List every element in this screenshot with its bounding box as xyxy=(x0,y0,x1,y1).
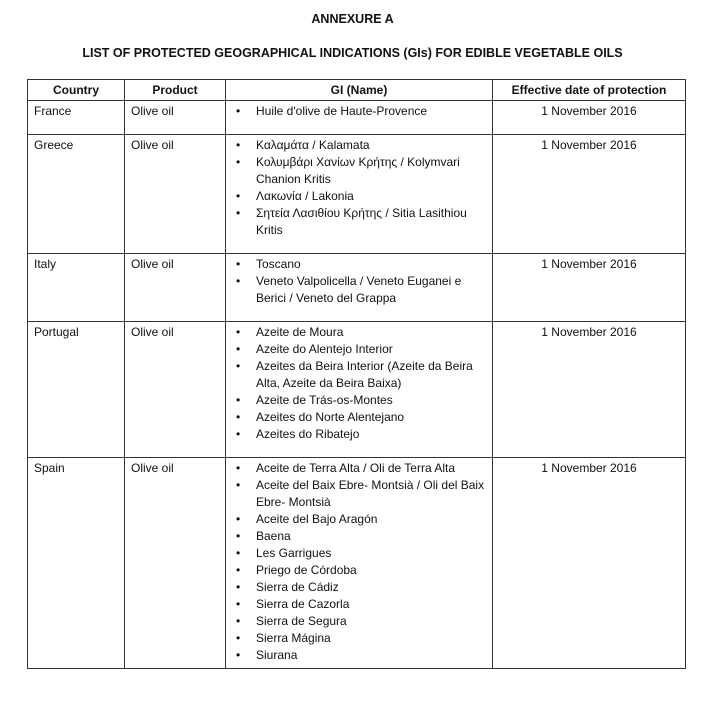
table-body xyxy=(28,101,686,669)
gi-list-item xyxy=(232,562,486,579)
gi-name: Azeite de Moura xyxy=(256,325,344,339)
gi-name: Toscano xyxy=(256,257,301,271)
gi-name: Λακωνία / Lakonia xyxy=(256,189,354,203)
gi-name: Huile d'olive de Haute-Provence xyxy=(256,104,428,118)
header-product: Product xyxy=(125,80,226,101)
bullet-icon: • xyxy=(236,410,241,424)
gi-list-item xyxy=(232,137,486,154)
gi-name: Aceite del Bajo Aragón xyxy=(256,512,378,526)
bullet-icon: • xyxy=(236,427,241,441)
gi-list-item xyxy=(232,613,486,630)
gi-cell xyxy=(226,322,493,458)
gi-list-item xyxy=(232,154,486,188)
annex-heading: ANNEXURE A xyxy=(311,12,394,26)
gi-list xyxy=(232,103,486,120)
gi-list-item xyxy=(232,392,486,409)
date-cell: 1 November 2016 xyxy=(493,322,686,458)
gi-list-item xyxy=(232,596,486,613)
bullet-icon: • xyxy=(236,325,241,339)
gi-list xyxy=(232,324,486,443)
bullet-icon: • xyxy=(236,393,241,407)
country-cell: Spain xyxy=(28,458,125,669)
gi-list xyxy=(232,256,486,307)
bullet-icon: • xyxy=(236,274,241,288)
bullet-icon: • xyxy=(236,580,241,594)
date-cell: 1 November 2016 xyxy=(493,101,686,135)
gi-list-item xyxy=(232,528,486,545)
gi-list xyxy=(232,460,486,664)
gi-name: Baena xyxy=(256,529,291,543)
gi-list-item xyxy=(232,103,486,120)
product-cell: Olive oil xyxy=(125,101,226,135)
gi-cell xyxy=(226,135,493,254)
product-cell: Olive oil xyxy=(125,135,226,254)
gi-name: Σητεία Λασιθίου Κρήτης / Sitia Lasithiou Kritis xyxy=(256,206,467,237)
gi-name: Les Garrigues xyxy=(256,546,332,560)
bullet-icon: • xyxy=(236,461,241,475)
bullet-icon: • xyxy=(236,512,241,526)
gi-name: Sierra Mágina xyxy=(256,631,331,645)
date-cell: 1 November 2016 xyxy=(493,458,686,669)
bullet-icon: • xyxy=(236,563,241,577)
header-country: Country xyxy=(28,80,125,101)
table-row-greece xyxy=(28,135,686,254)
gi-list-item xyxy=(232,205,486,239)
bullet-icon: • xyxy=(236,614,241,628)
bullet-icon: • xyxy=(236,648,241,662)
bullet-icon: • xyxy=(236,478,241,492)
date-cell: 1 November 2016 xyxy=(493,135,686,254)
table-row-portugal xyxy=(28,322,686,458)
gi-cell xyxy=(226,254,493,322)
gi-list-item xyxy=(232,426,486,443)
gi-list-item xyxy=(232,273,486,307)
gi-list-item xyxy=(232,579,486,596)
gi-name: Azeites do Ribatejo xyxy=(256,427,360,441)
bullet-icon: • xyxy=(236,138,241,152)
gi-name: Aceite del Baix Ebre- Montsià / Oli del Baix Ebre- Montsià xyxy=(256,478,485,509)
gi-table xyxy=(27,79,686,669)
gi-name: Veneto Valpolicella / Veneto Euganei e Berici / Veneto del Grappa xyxy=(256,274,462,305)
bullet-icon: • xyxy=(236,189,241,203)
gi-list-item xyxy=(232,630,486,647)
gi-name: Azeite de Trás-os-Montes xyxy=(256,393,393,407)
country-cell: France xyxy=(28,101,125,135)
gi-list-item xyxy=(232,460,486,477)
gi-cell xyxy=(226,458,493,669)
country-cell: Greece xyxy=(28,135,125,254)
gi-list-item xyxy=(232,358,486,392)
bullet-icon: • xyxy=(236,546,241,560)
document-subheading: LIST OF PROTECTED GEOGRAPHICAL INDICATIONS (GIs) FOR EDIBLE VEGETABLE OILS xyxy=(82,46,623,60)
date-cell: 1 November 2016 xyxy=(493,254,686,322)
product-cell: Olive oil xyxy=(125,458,226,669)
table-row-spain xyxy=(28,458,686,669)
gi-list-item xyxy=(232,409,486,426)
gi-name: Κολυμβάρι Χανίων Κρήτης / Kolymvari Chanion Kritis xyxy=(256,155,460,186)
product-cell: Olive oil xyxy=(125,322,226,458)
country-cell: Italy xyxy=(28,254,125,322)
gi-name: Priego de Córdoba xyxy=(256,563,357,577)
table-header-row xyxy=(28,80,686,101)
gi-cell xyxy=(226,101,493,135)
gi-list-item xyxy=(232,256,486,273)
gi-name: Καλαμάτα / Kalamata xyxy=(256,138,370,152)
bullet-icon: • xyxy=(236,206,241,220)
bullet-icon: • xyxy=(236,257,241,271)
bullet-icon: • xyxy=(236,529,241,543)
gi-list-item xyxy=(232,545,486,562)
country-cell: Portugal xyxy=(28,322,125,458)
gi-name: Siurana xyxy=(256,648,298,662)
gi-list-item xyxy=(232,511,486,528)
bullet-icon: • xyxy=(236,631,241,645)
gi-name: Azeites da Beira Interior (Azeite da Beira Alta, Azeite da Beira Baixa) xyxy=(256,359,473,390)
gi-list-item xyxy=(232,341,486,358)
gi-name: Sierra de Cádiz xyxy=(256,580,339,594)
table-row-italy xyxy=(28,254,686,322)
gi-name: Azeite do Alentejo Interior xyxy=(256,342,393,356)
gi-list-item xyxy=(232,188,486,205)
bullet-icon: • xyxy=(236,155,241,169)
bullet-icon: • xyxy=(236,104,241,118)
gi-list xyxy=(232,137,486,239)
gi-name: Sierra de Cazorla xyxy=(256,597,350,611)
gi-name: Sierra de Segura xyxy=(256,614,347,628)
gi-list-item xyxy=(232,647,486,664)
bullet-icon: • xyxy=(236,597,241,611)
gi-list-item xyxy=(232,324,486,341)
gi-list-item xyxy=(232,477,486,511)
gi-name: Aceite de Terra Alta / Oli de Terra Alta xyxy=(256,461,455,475)
bullet-icon: • xyxy=(236,359,241,373)
table-row-france xyxy=(28,101,686,135)
header-gi-name: GI (Name) xyxy=(226,80,493,101)
bullet-icon: • xyxy=(236,342,241,356)
gi-name: Azeites do Norte Alentejano xyxy=(256,410,405,424)
header-effective-date: Effective date of protection xyxy=(493,80,686,101)
product-cell: Olive oil xyxy=(125,254,226,322)
